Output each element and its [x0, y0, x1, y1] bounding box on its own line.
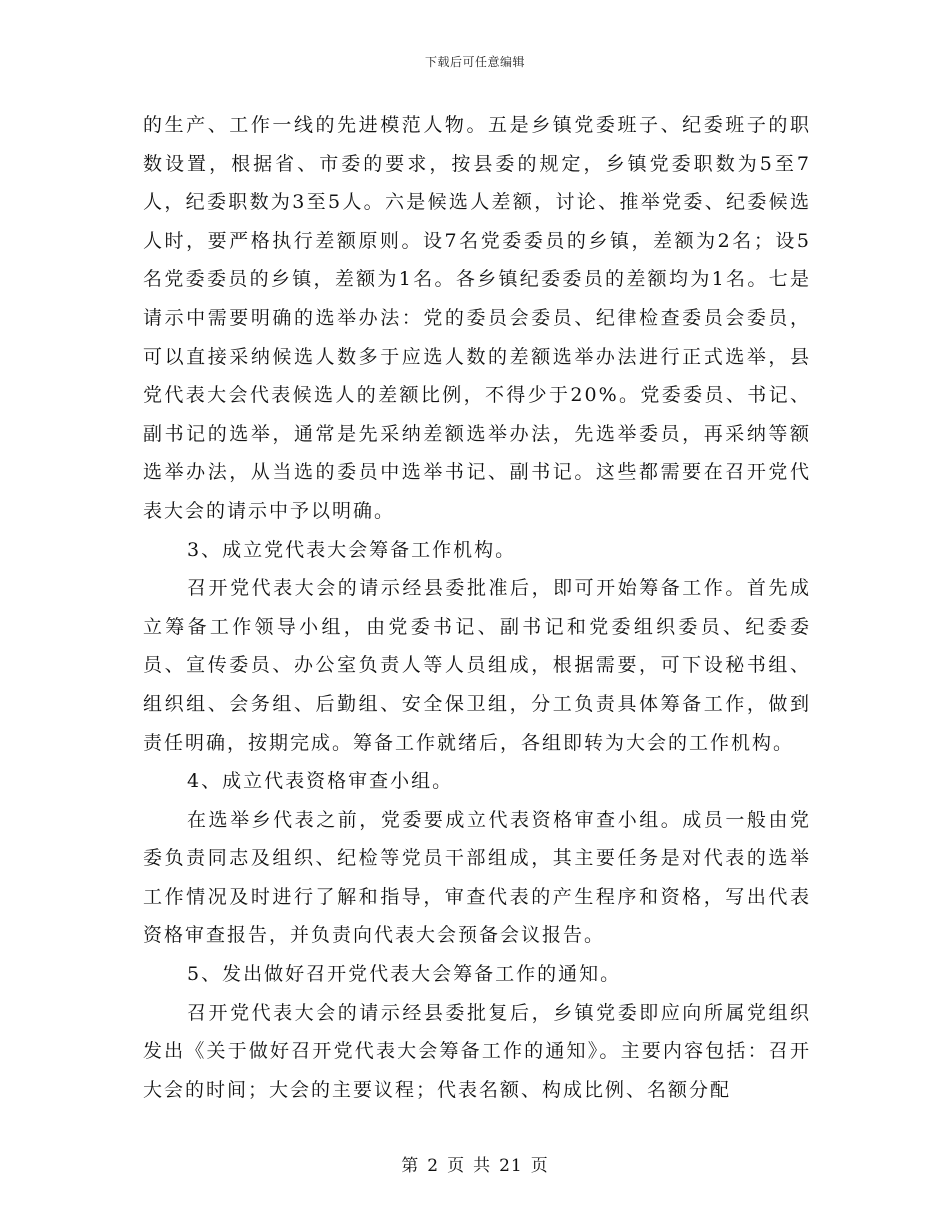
section-heading-4: 4、成立代表资格审查小组。 — [187, 770, 454, 793]
footer-label-gong: 共 — [473, 1156, 492, 1176]
footer-label-di: 第 — [401, 1156, 420, 1176]
page-number-footer — [0, 1151, 950, 1176]
paragraph-continuation: 的生产、工作一线的先进模范人物。五是乡镇党委班子、纪委班子的职数设置，根据省、市委的要求，按县委的规定，乡镇党委职数为5至7人，纪委职数为3至5人。六是候选人差额，讨论、推举党委、纪委候选人时，要严格执行差额原则。设7名党委委员的乡镇，差额为2名；设5名党委委员的乡镇，差额为1名。各乡镇纪委委员的差额均为1名。七是请示中需要明确的选举办法：党的委员会委员、纪律检查委员会委员，可以直接采纳候选人数多于应选人数的差额选举办法进行正式选举，县党代表大会代表候选人的差额比例，不得少于20%。党委委员、书记、副书记的选举，通常是先采纳差额选举办法，先选举委员，再采纳等额选举办法，从当选的委员中选举书记、副书记。这些都需要在召开党代表大会的请示中予以明确。 — [143, 114, 811, 522]
paragraph-section-3: 召开党代表大会的请示经县委批准后，即可开始筹备工作。首先成立筹备工作领导小组，由党委书记、副书记和党委组织委员、纪委委员、宣传委员、办公室负责人等人员组成，根据需要，可下设秘书组、组织组、会务组、后勤组、安全保卫组，分工负责具体筹备工作，做到责任明确，按期完成。筹备工作就绪后，各组即转为大会的工作机构。 — [143, 577, 811, 754]
document-body — [143, 106, 811, 1109]
footer-label-ye: 页 — [447, 1156, 466, 1176]
paragraph-section-5: 召开党代表大会的请示经县委批复后，乡镇党委即应向所属党组织发出《关于做好召开党代表大会筹备工作的通知》。主要内容包括：召开大会的时间；大会的主要议程；代表名额、构成比例、名额分配 — [143, 1001, 811, 1101]
paragraph-section-4: 在选举乡代表之前，党委要成立代表资格审查小组。成员一般由党委负责同志及组织、纪检等党员干部组成，其主要任务是对代表的选举工作情况及时进行了解和指导，审查代表的产生程序和资格，写出代表资格审查报告，并负责向代表大会预备会议报告。 — [143, 808, 811, 947]
current-page-number: 2 — [427, 1156, 440, 1176]
section-heading-3: 3、成立党代表大会筹备工作机构。 — [187, 538, 517, 561]
total-page-count: 21 — [499, 1156, 523, 1176]
section-heading-5: 5、发出做好召开党代表大会筹备工作的通知。 — [187, 963, 622, 986]
footer-label-ye2: 页 — [530, 1156, 549, 1176]
page-header-note: 下载后可任意编辑 — [424, 55, 525, 69]
